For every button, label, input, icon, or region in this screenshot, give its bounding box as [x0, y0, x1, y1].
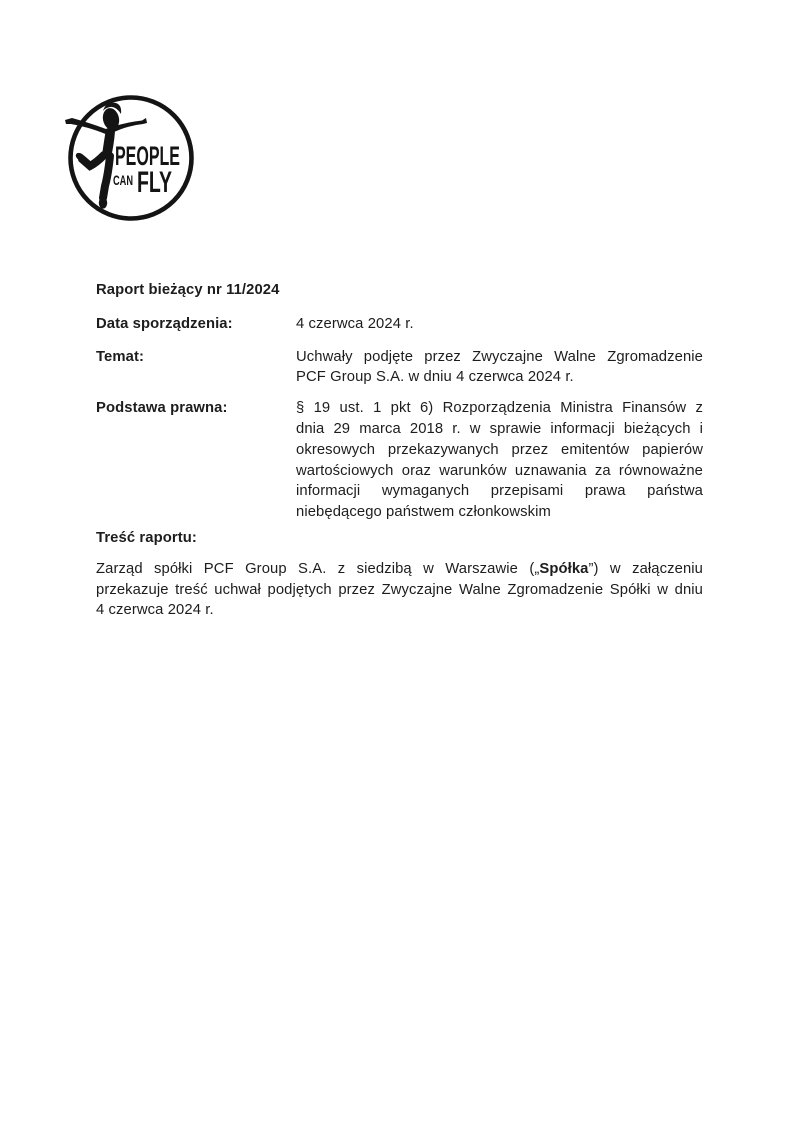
logo-word-can: CAN — [113, 173, 133, 188]
field-label-date: Data sporządzenia: — [96, 315, 233, 332]
text-line: § 19 ust. 1 pkt 6) Rozporządzenia Ministra Finansów z — [296, 400, 703, 417]
field-value-subject — [296, 347, 703, 389]
text-line: Uchwały podjęte przez Zwyczajne Walne Zgromadzenie — [296, 348, 703, 365]
text-line: PCF Group S.A. w dniu 4 czerwca 2024 r. — [296, 369, 574, 386]
logo-word-people: PEOPLE — [115, 141, 180, 171]
text-line: niebędącego państwem członkowskim — [296, 504, 551, 521]
field-row-date — [96, 314, 703, 335]
text-line: dnia 29 marca 2018 r. w sprawie informacji bieżących i — [296, 420, 703, 437]
body-line-1-pre: Zarząd spółki PCF Group S.A. z siedzibą w Warszawie („ — [96, 560, 540, 577]
field-row-legal-basis — [96, 398, 703, 523]
body-line-1-bold: Spółka — [539, 560, 589, 577]
field-value-date: 4 czerwca 2024 r. — [296, 315, 414, 332]
body-line-2: przekazuje treść uchwał podjętych przez Zwyczajne Walne Zgromadzenie Spółki w dniu — [96, 581, 703, 598]
company-logo — [64, 93, 198, 227]
report-title: Raport bieżący nr 11/2024 — [96, 282, 280, 298]
report-content — [96, 280, 703, 621]
field-label-legal-basis: Podstawa prawna: — [96, 400, 228, 417]
report-content-heading: Treść raportu: — [96, 529, 197, 546]
body-line-3: 4 czerwca 2024 r. — [96, 602, 214, 619]
report-body — [96, 559, 703, 621]
text-line: informacji wymaganych przepisami prawa państwa — [296, 483, 703, 500]
field-label-subject: Temat: — [96, 348, 145, 365]
text-line: okresowych przekazywanych przez emitentów papierów — [296, 441, 703, 458]
field-value-legal-basis — [296, 398, 703, 523]
field-row-subject — [96, 347, 703, 389]
logo-word-fly: FLY — [137, 166, 172, 199]
text-line: wartościowych oraz warunków uznawania za równoważne — [296, 462, 703, 479]
body-line-1 — [96, 559, 703, 580]
body-line-1-post: ”) w załączeniu — [588, 560, 703, 577]
